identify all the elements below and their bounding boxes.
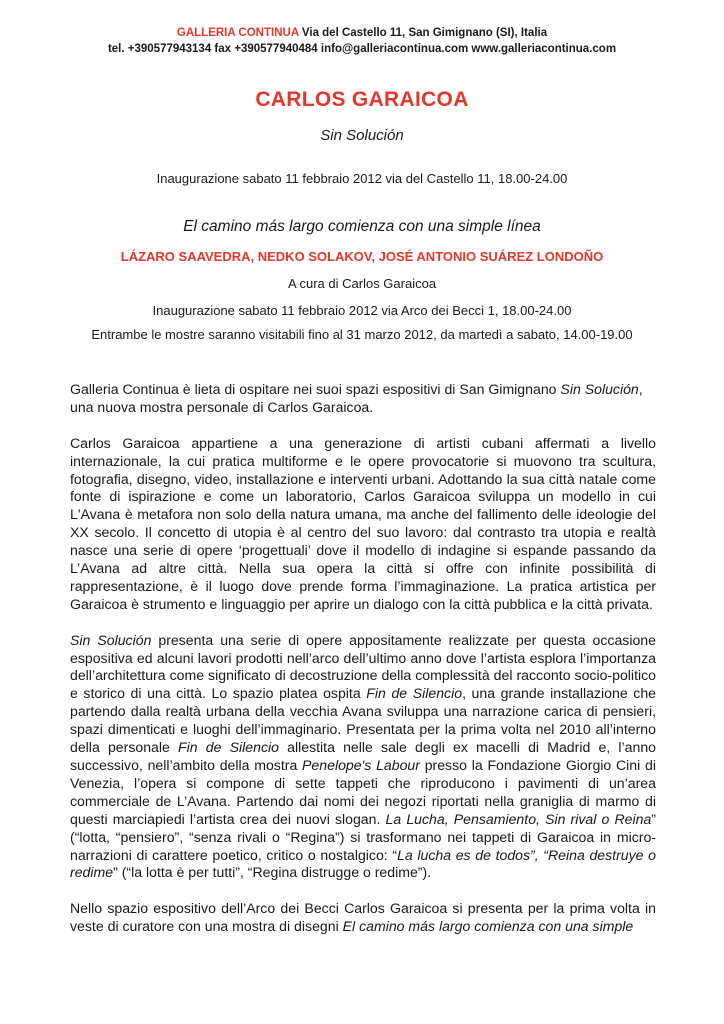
opening-info-1: Inaugurazione sabato 11 febbraio 2012 via del Castello 11, 18.00-24.00 — [156, 171, 568, 186]
gallery-address: Via del Castello 11, San Gimignano (SI), Italia — [301, 27, 548, 39]
exhibition-subtitle: Sin Solución — [320, 127, 404, 144]
gallery-name: GALLERIA CONTINUA — [176, 27, 299, 39]
letterhead — [0, 25, 724, 57]
page-title: CARLOS GARAICOA — [255, 88, 469, 111]
press-release-body — [70, 381, 656, 954]
opening-info-2: Inaugurazione sabato 11 febbraio 2012 via Arco dei Becci 1, 18.00-24.00 — [152, 303, 572, 318]
second-show-artists: LÁZARO SAAVEDRA, NEDKO SOLAKOV, JOSÉ ANTONIO SUÁREZ LONDOÑO — [120, 249, 604, 264]
paragraph-artist-bio: Carlos Garaicoa appartiene a una generazione di artisti cubani affermati a livello internazionale, la cui pratica multiforme e le opere provocatorie si muovono tra scultura, fotografia, disegno, video, installazione e interventi urbani. Adottando la sua città natale come fonte di ispirazione e come un laboratorio, Carlos Garaicoa sviluppa un modello in cui L'Avana è metafora non solo della natura umana, ma anche del fallimento delle ideologie del XX secolo. Il concetto di utopia è al centro del suo lavoro: dal contrasto tra utopia e realtà nasce una serie di opere ‘progettuali’ dove il modello di indagine si espande passando da L’Avana ad altre città. Nella sua opera la città si offre con infinite possibilità di rappresentazione, è il luogo dove prende forma l’immaginazione. La pratica artistica per Garaicoa è strumento e linguaggio per aprire un dialogo con la città pubblica e la città privata. — [70, 434, 656, 612]
gallery-contacts: tel. +390577943134 fax +390577940484 info@galleriacontinua.com www.galleriacontinua.com — [107, 43, 617, 55]
exhibition-dates: Entrambe le mostre saranno visitabili fino al 31 marzo 2012, da martedì a sabato, 14.00-19.00 — [91, 327, 633, 342]
curator-line: A cura di Carlos Garaicoa — [287, 276, 437, 291]
paragraph-sin-solucion: Sin Solución presenta una serie di opere appositamente realizzate per questa occasione espositiva ed alcuni lavori prodotti nell’arco dell’ultimo anno dove l’artista esplora l’importanza dell’architettura come significato di decostruzione della complessità del racconto socio-politico e storico di una città. Lo spazio platea ospita Fin de Silencio, una grande installazione che partendo dalla realtà urbana della vecchia Avana sviluppa una narrazione carica di pensieri, spazi dimenticati e luoghi dell’immaginario. Presentata per la prima volta nel 2010 all’interno della personale Fin de Silencio allestita nelle sale degli ex macelli di Madrid e, l’anno successivo, nell’ambito della mostra Penelope's Labour presso la Fondazione Giorgio Cini di Venezia, l’opera si compone di sette tappeti che riproducono i pavimenti di un’area commerciale de L’Avana. Partendo dai nomi dei negozi riportati nella graniglia di marmo di questi marciapiedi l’artista crea dei nuovi slogan. La Lucha, Pensamiento, Sin rival o Reina” (“lotta, “pensiero”, “senza rivali o “Regina”) si trasformano nei tappeti di Garaicoa in micro-narrazioni di carattere poetico, critico o nostalgico: “La lucha es de todos”, “Reina destruye o redime” (“la lotta è per tutti”, “Regina distrugge o redime”). — [70, 631, 656, 881]
paragraph-arco-dei-becci: Nello spazio espositivo dell’Arco dei Becci Carlos Garaicoa si presenta per la prima volta in veste di curatore con una mostra di disegni El camino más largo comienza con una simple — [70, 900, 656, 935]
paragraph-intro: Galleria Continua è lieta di ospitare nei suoi spazi espositivi di San Gimignano Sin Solución, una nuova mostra personale di Carlos Garaicoa. — [70, 381, 643, 415]
second-show-title: El camino más largo comienza con una simple línea — [183, 218, 541, 235]
letterhead-line-1 — [0, 25, 724, 41]
